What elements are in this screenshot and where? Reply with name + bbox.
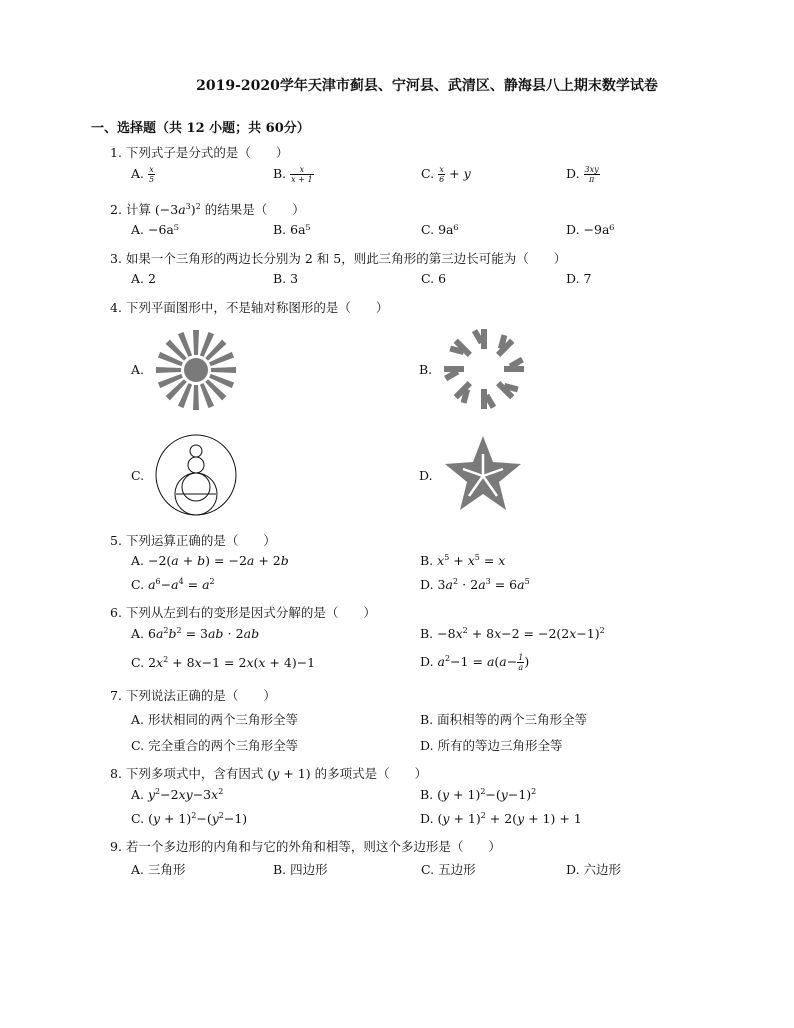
- question-5-option-b: B. $x^5 + x^5 = x$: [420, 552, 506, 568]
- question-6-option-b: B. $-8x^2 + 8x-2 = -2(2x-1)^2$: [420, 625, 605, 641]
- question-4-stem: 4. 下列平面图形中，不是轴对称图形的是（ ）: [110, 300, 389, 315]
- question-2-option-d: D. −9a⁶: [566, 222, 615, 237]
- question-7-stem: 7. 下列说法正确的是（ ）: [110, 688, 276, 703]
- question-3-stem: 3. 如果一个三角形的两边长分别为 2 和 5，则此三角形的第三边长可能为（ ）: [110, 251, 567, 266]
- question-5-option-c: C. $a^6-a^4 = a^2$: [131, 576, 215, 592]
- question-8-option-b: B. $(y + 1)^2-(y-1)^2$: [420, 786, 537, 802]
- question-3-option-c: C. 6: [421, 271, 447, 286]
- page-title: 2019-2020学年天津市蓟县、宁河县、武清区、静海县八上期末数学试卷: [196, 78, 658, 94]
- question-2-option-b: B. 6a⁵: [273, 222, 311, 237]
- question-5-option-d: D. $3a^2 \cdot 2a^3 = 6a^5$: [420, 576, 530, 592]
- broken-ring-figure: [442, 327, 526, 411]
- question-7-option-b: B. 面积相等的两个三角形全等: [420, 712, 588, 727]
- question-7-option-d: D. 所有的等边三角形全等: [420, 738, 563, 753]
- question-9-stem: 9. 若一个多边形的内角和与它的外角和相等，则这个多边形是（ ）: [110, 839, 501, 854]
- question-9-option-c: C. 五边形: [421, 862, 476, 877]
- question-8-option-a: A. $y^2-2xy-3x^2$: [131, 786, 224, 802]
- question-2-option-a: A. −6a⁵: [131, 222, 179, 237]
- question-7-option-c: C. 完全重合的两个三角形全等: [131, 738, 299, 753]
- question-8-option-c: C. $(y + 1)^2-(y^2-1)$: [131, 810, 248, 826]
- question-7-option-a: A. 形状相同的两个三角形全等: [131, 712, 298, 727]
- question-4-label-a: A.: [131, 362, 145, 377]
- question-1-option-c: C. $\frac{x}{6}$ + y: [421, 165, 471, 184]
- question-4-label-c: C.: [131, 468, 145, 483]
- question-4-label-b: B.: [419, 362, 433, 377]
- question-9-option-b: B. 四边形: [273, 862, 328, 877]
- question-9-option-d: D. 六边形: [566, 862, 622, 877]
- question-8-option-d: D. $(y + 1)^2 + 2(y + 1) + 1$: [420, 810, 582, 826]
- question-5-stem: 5. 下列运算正确的是（ ）: [110, 533, 276, 548]
- section-heading: 一、选择题（共 12 小题；共 60分）: [91, 121, 310, 136]
- question-9-option-a: A. 三角形: [131, 862, 186, 877]
- question-3-option-a: A. 2: [131, 271, 156, 286]
- question-4-label-d: D.: [419, 468, 433, 483]
- question-6-stem: 6. 下列从左到右的变形是因式分解的是（ ）: [110, 605, 376, 620]
- question-2-stem: 2. 计算 $(-3a^3)^2$ 的结果是（ ）: [110, 201, 305, 217]
- question-6-option-c: C. $2x^2 + 8x-1 = 2x(x + 4)-1$: [131, 654, 316, 670]
- question-6-option-a: A. $6a^2b^2 = 3ab \cdot 2ab$: [131, 625, 260, 641]
- question-6-option-d: D. $a^2-1 = a(a-$ $\frac{1}{a}$ ): [420, 653, 530, 672]
- question-1-option-b: B. $\frac{x}{x + 1}$: [273, 165, 313, 184]
- question-2-option-c: C. 9a⁶: [421, 222, 459, 237]
- question-3-option-d: D. 7: [566, 271, 592, 286]
- question-5-option-a: A. −2(a + b) = −2a + 2b: [131, 553, 289, 568]
- question-1-stem: 1. 下列式子是分式的是（ ）: [110, 145, 289, 160]
- nested-circles-figure: [154, 433, 238, 517]
- question-3-option-b: B. 3: [273, 271, 299, 286]
- sunburst-figure: [155, 329, 237, 411]
- question-1-option-d: D. $\frac{3xy}{\pi}$: [566, 165, 599, 184]
- star-figure: [443, 434, 523, 512]
- question-1-option-a: A. $\frac{x}{5}$: [131, 165, 155, 184]
- question-8-stem: 8. 下列多项式中，含有因式 (y + 1) 的多项式是（ ）: [110, 766, 428, 781]
